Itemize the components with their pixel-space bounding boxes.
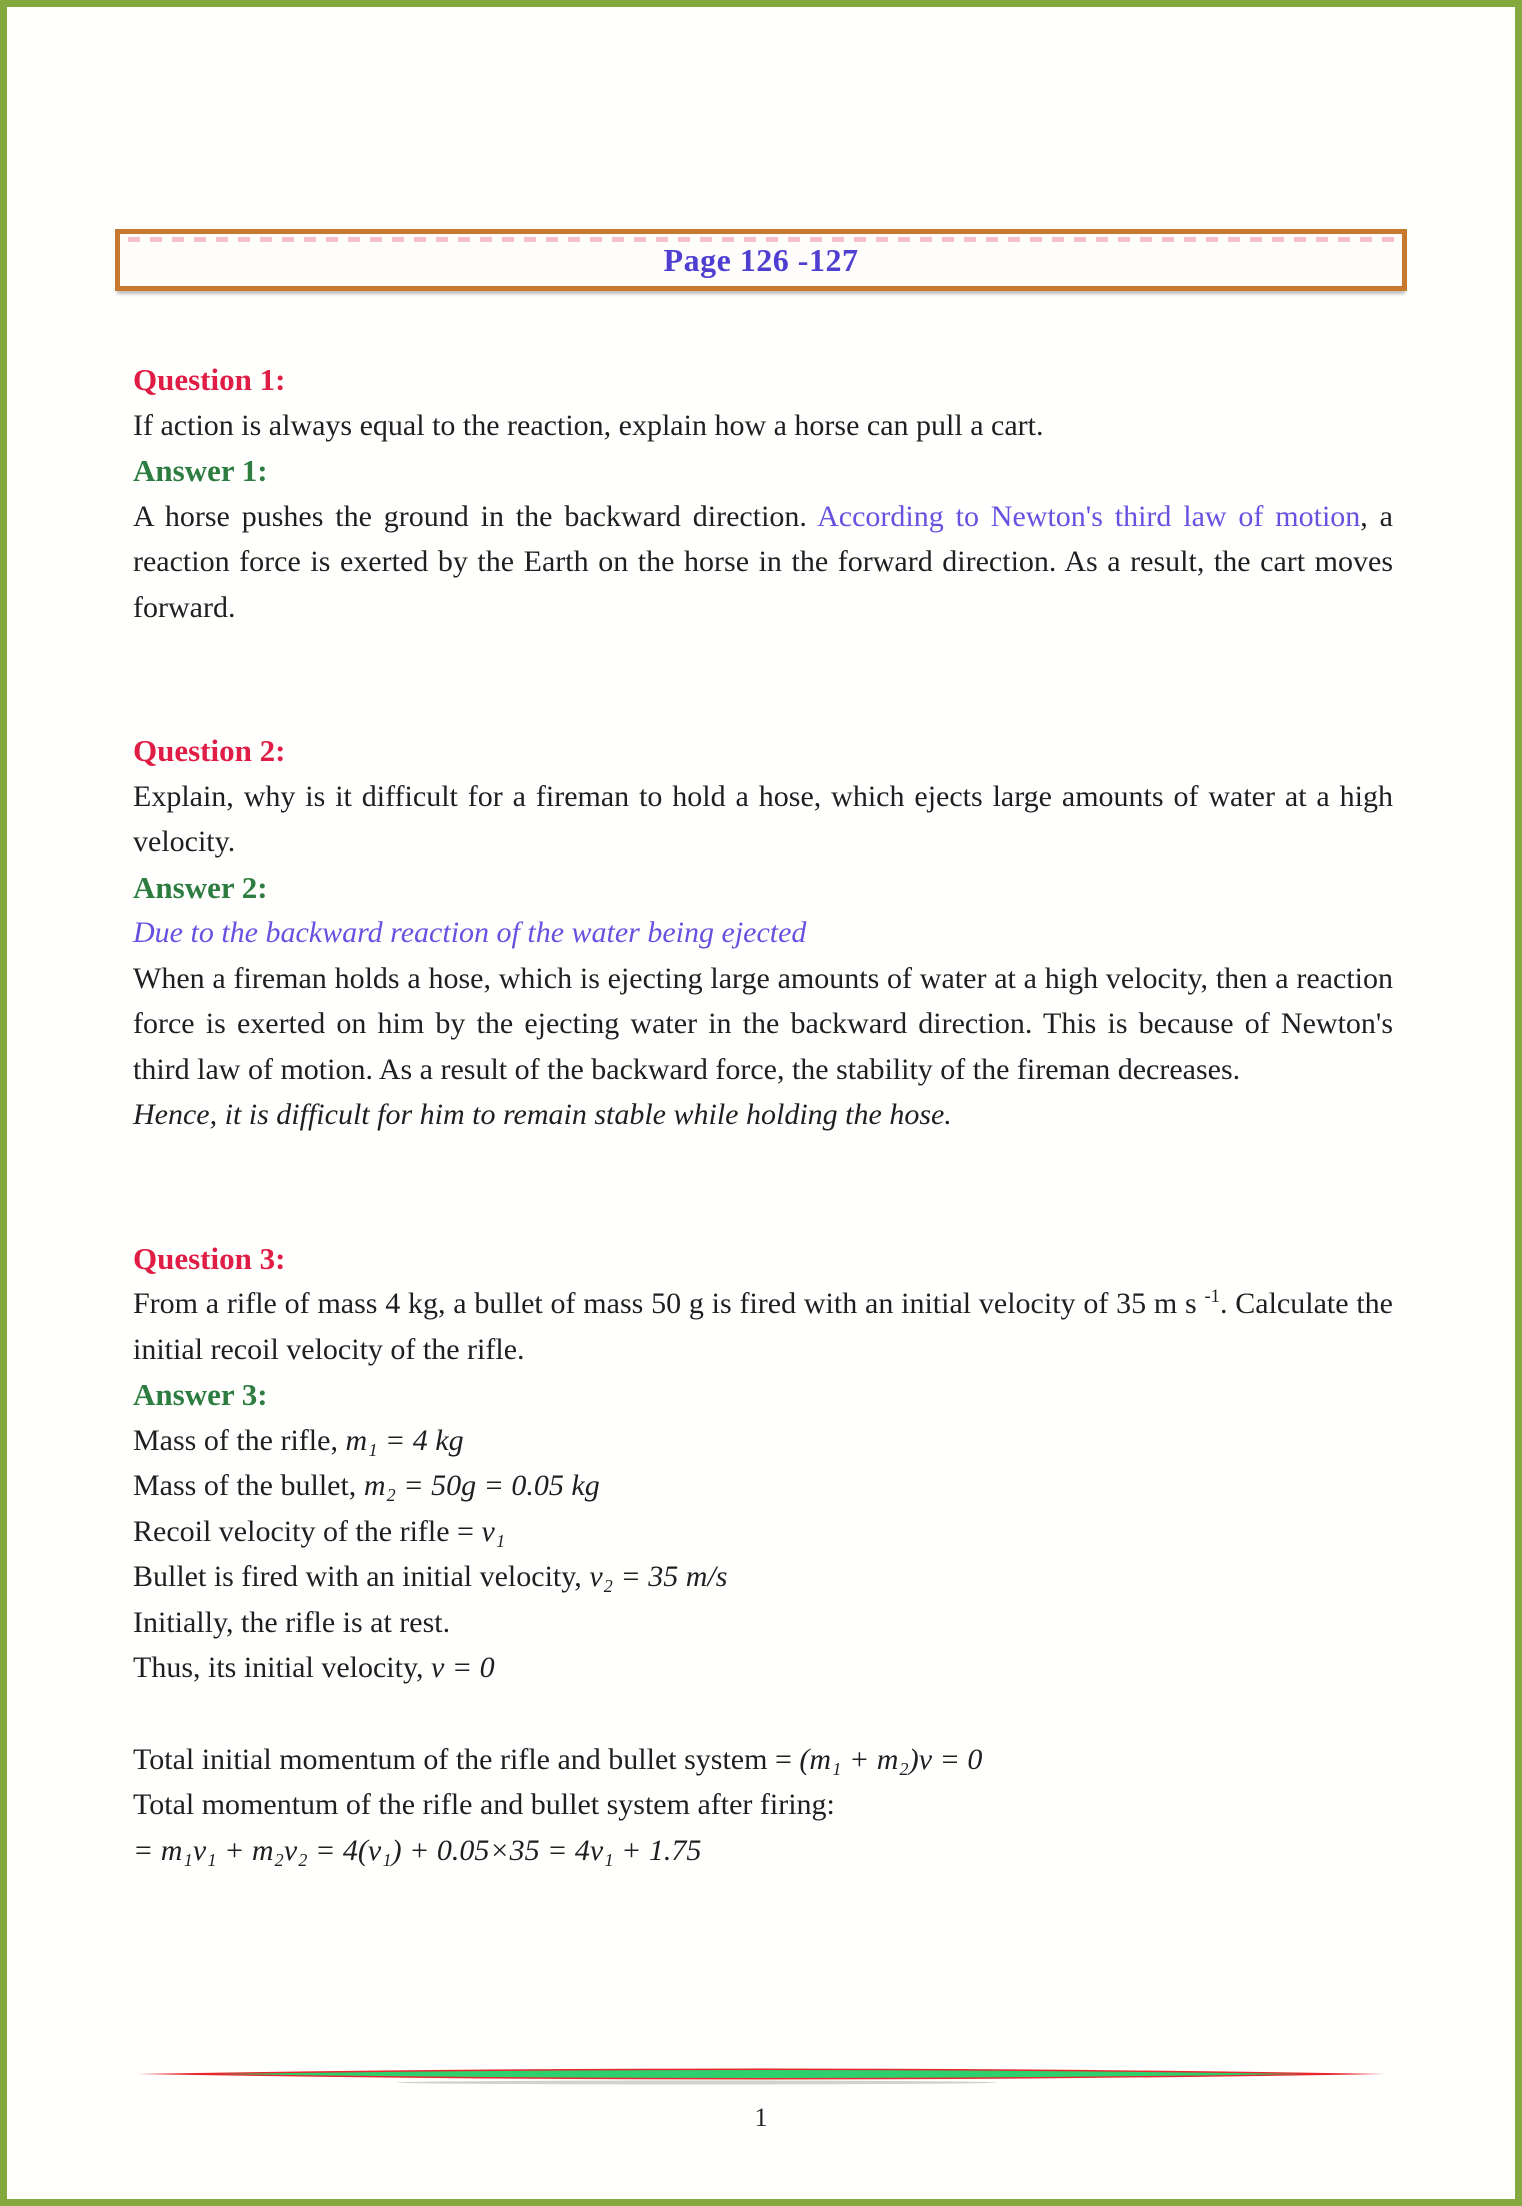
newton-third-law-highlight: According to Newton's third law of motion [817,499,1361,533]
line-math: v = 0 [431,1651,495,1684]
momentum-line [133,1828,1393,1874]
page-footer [7,2061,1515,2135]
answer-1-text-post: , a reaction force is exerted by the Earth on the horse in the forward direction. As a result, the cart moves forward. [133,499,1393,624]
exponent: -1 [1204,1286,1220,1307]
momentum-line [133,1737,1393,1783]
answer-1-text-pre: A horse pushes the ground in the backward direction. [133,499,818,533]
line-text: Thus, its initial velocity, [133,1651,432,1684]
answer-3-line [133,1463,1393,1509]
question-1-heading: Question 1: [133,362,286,397]
question-3-heading: Question 3: [133,1240,286,1276]
answer-1-heading: Answer 1: [133,453,268,488]
momentum-line [133,1782,1393,1828]
page-number: 1 [754,2103,768,2132]
answer-2-lead: Due to the backward reaction of the water being ejected [133,916,807,949]
line-math: m₂ = 50g = 0.05 kg [363,1469,600,1502]
line-math: v₁ [481,1514,506,1548]
line-text: Total momentum of the rifle and bullet system after firing: [133,1788,835,1821]
line-math: = m₁v₁ + m₂v₂ = 4(v₁) + 0.05×35 = 4v₁ + 1.75 [133,1833,702,1867]
page-range-header [115,229,1407,291]
question-3-text-pre: From a rifle of mass 4 kg, a bullet of mass 50 g is fired with an initial velocity of 35 m s [133,1287,1205,1320]
line-math: (m₁ + m₂)v = 0 [799,1742,983,1776]
line-text: Bullet is fired with an initial velocity, [133,1560,590,1593]
answer-3-line [133,1554,1393,1600]
answer-2-heading: Answer 2: [133,869,268,905]
line-text: Recoil velocity of the rifle = [133,1514,482,1548]
answer-1-text [133,494,1393,631]
answer-2-conclusion: Hence, it is difficult for him to remain stable while holding the hose. [133,1098,952,1131]
question-3-section [133,1236,1393,1874]
question-2-text: Explain, why is it difficult for a fireman to hold a hose, which ejects large amounts of water at a high velocity. [133,779,1393,858]
answer-3-line [133,1418,1393,1464]
line-math: m₁ = 4 kg [345,1423,464,1457]
line-text: Mass of the bullet, [133,1469,364,1502]
line-text: Total initial momentum of the rifle and bullet system = [133,1742,800,1776]
answer-3-line [133,1600,1393,1646]
question-1-section [133,357,1393,630]
momentum-block [133,1737,1393,1874]
answer-3-heading: Answer 3: [133,1377,268,1412]
answer-3-line [133,1645,1393,1691]
answer-3-line [133,1509,1393,1555]
answer-2-body: When a fireman holds a hose, which is ejecting large amounts of water at a high velocity, then a reaction force is exerted on him by the ejecting water in the backward direction. This is because of Newton's third law of motion. As a result of the backward force, the stability of the fireman decreases. [133,961,1393,1086]
question-1-text: If action is always equal to the reaction, explain how a horse can pull a cart. [133,408,1044,442]
question-3-text-post: . Calculate the initial recoil velocity of the rifle. [133,1287,1393,1366]
line-text: Initially, the rifle is at rest. [133,1605,451,1639]
line-text: Mass of the rifle, [133,1423,346,1457]
question-2-heading: Question 2: [133,733,286,768]
question-2-section [133,728,1393,1138]
footer-divider-icon [137,2061,1385,2087]
question-3-text [133,1281,1393,1372]
content-area [7,291,1515,1873]
line-math: v₂ = 35 m/s [589,1560,728,1593]
page-range-title: Page 126 -127 [663,242,859,278]
